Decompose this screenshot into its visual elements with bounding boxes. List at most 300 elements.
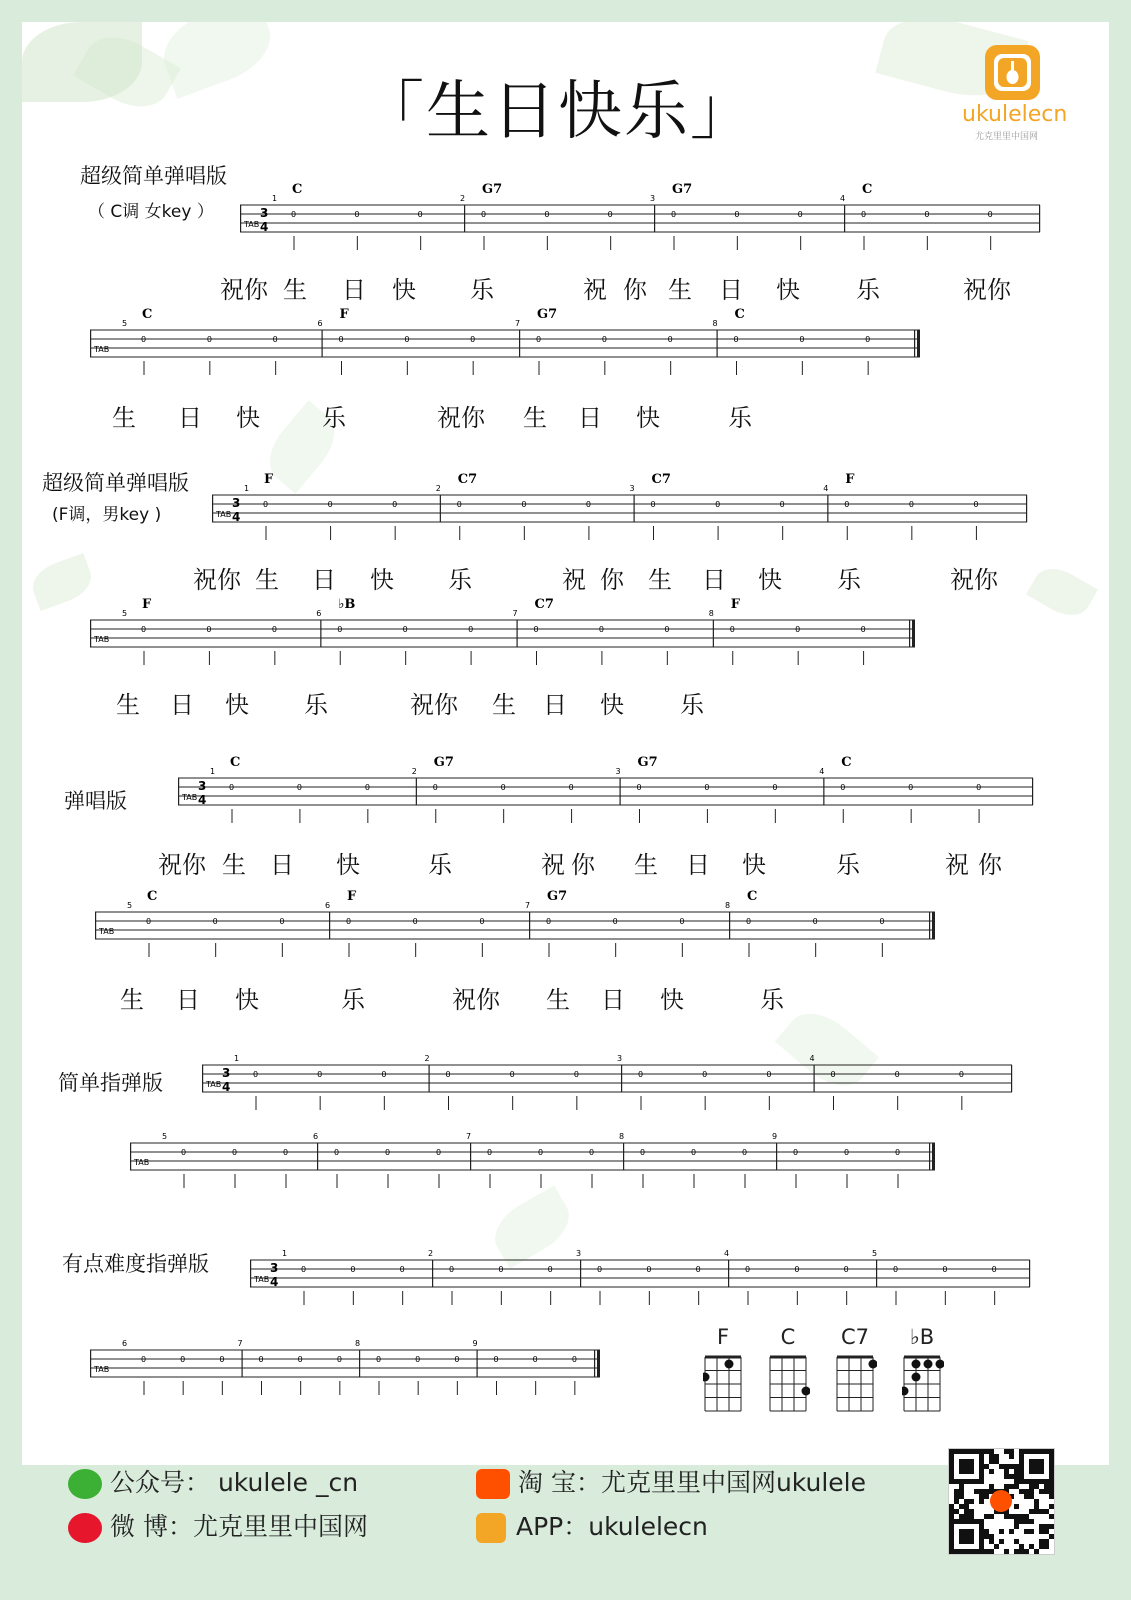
fret-number: 0 [404, 335, 410, 344]
fret-number: 0 [797, 210, 803, 219]
chord-label: F [264, 472, 274, 487]
taobao-icon [476, 1469, 510, 1499]
lyric-word: 日 [176, 986, 200, 1014]
lyric-word: 生 [283, 276, 307, 304]
tab-staff [240, 177, 1050, 267]
fret-number: 0 [794, 1265, 800, 1274]
fret-number: 0 [795, 625, 801, 634]
bar-line [464, 205, 465, 232]
bar-line [594, 1350, 595, 1377]
wechat-icon [68, 1469, 102, 1499]
finger-dot [869, 1360, 878, 1369]
bar-line [929, 1143, 930, 1170]
time-signature: 3 [260, 206, 269, 220]
fret-number: 0 [772, 783, 778, 792]
chord-label: G7 [537, 307, 558, 322]
lyric-word: 祝你 [950, 566, 998, 594]
fret-number: 0 [206, 335, 212, 344]
bar-number: 6 [325, 901, 331, 910]
bar-number: 5 [127, 901, 133, 910]
fret-number: 0 [532, 1355, 538, 1364]
fret-number: 0 [402, 625, 408, 634]
bar-line [717, 330, 718, 357]
fret-number: 0 [219, 1355, 225, 1364]
bar-number: 1 [244, 484, 250, 493]
lyric-word: 生 [112, 404, 136, 432]
chord-label: ♭B [338, 597, 356, 612]
bar-number: 1 [210, 767, 216, 776]
lyric-word: 日 [686, 851, 710, 879]
lyric-word: 乐 [470, 276, 494, 304]
fret-number: 0 [844, 500, 850, 509]
weibo-info [68, 1507, 368, 1543]
fret-number: 0 [181, 1148, 187, 1157]
bar-line [202, 1065, 203, 1092]
lyric-word: 日 [270, 851, 294, 879]
fret-number: 0 [715, 500, 721, 509]
lyric-word: 祝 [583, 276, 607, 304]
fret-number: 0 [436, 1148, 442, 1157]
fret-number: 0 [840, 783, 846, 792]
tab-clef: TAB [94, 345, 110, 354]
fret-number: 0 [695, 1265, 701, 1274]
lyric-word: 快 [235, 986, 259, 1014]
bar-line [844, 205, 845, 232]
bar-line [359, 1350, 360, 1377]
wechat-text: 公众号： ukulele _cn [110, 1468, 359, 1497]
bar-line [654, 205, 655, 232]
bar-number: 5 [122, 609, 128, 618]
finger-dot [802, 1387, 811, 1396]
bar-number: 8 [712, 319, 718, 328]
bar-number: 5 [122, 319, 128, 328]
time-signature: 3 [222, 1066, 231, 1080]
chord-label: F [347, 889, 357, 904]
chord-label: G7 [637, 755, 658, 770]
bar-line [621, 1065, 622, 1092]
lyric-word: 快 [636, 404, 660, 432]
bar-line [929, 912, 930, 939]
lyric-word: 你 [571, 851, 595, 879]
tab-clef: TAB [254, 1275, 270, 1284]
fret-number: 0 [481, 210, 487, 219]
tab-staff [178, 750, 1043, 840]
bar-number: 2 [428, 1249, 434, 1258]
fret-number: 0 [612, 917, 618, 926]
fret-number: 0 [346, 917, 352, 926]
chord-label: G7 [433, 755, 454, 770]
lyric-word: 你 [600, 566, 624, 594]
bar-line [90, 1350, 91, 1377]
fret-number: 0 [973, 500, 979, 509]
leaf-decoration [1026, 560, 1098, 625]
fret-number: 0 [399, 1265, 405, 1274]
bar-line [529, 912, 530, 939]
fret-number: 0 [607, 210, 613, 219]
fret-number: 0 [297, 1355, 303, 1364]
bar-number: 5 [872, 1249, 878, 1258]
chord-diagram-name: F [716, 1325, 730, 1349]
fret-number: 0 [509, 1070, 515, 1079]
lyric-word: 快 [742, 851, 766, 879]
fret-number: 0 [141, 625, 147, 634]
lyric-word: 快 [370, 566, 394, 594]
lyric-word: 快 [600, 691, 624, 719]
chord-label: F [339, 307, 349, 322]
fret-number: 0 [385, 1148, 391, 1157]
chord-label: C [142, 307, 153, 322]
fret-number: 0 [392, 500, 398, 509]
fret-number: 0 [376, 1355, 382, 1364]
bar-number: 3 [629, 484, 635, 493]
bar-number: 4 [724, 1249, 730, 1258]
lyric-word: 快 [660, 986, 684, 1014]
fret-number: 0 [742, 1148, 748, 1157]
fret-number: 0 [830, 1070, 836, 1079]
lyric-word: 快 [776, 276, 800, 304]
bar-line [95, 912, 96, 939]
bar-number: 7 [466, 1132, 472, 1141]
bar-line [317, 1143, 318, 1170]
bar-line [597, 1350, 600, 1377]
bar-number: 9 [472, 1339, 478, 1348]
bar-line [90, 620, 91, 647]
tab-clef: TAB [182, 793, 198, 802]
lyric-word: 日 [312, 566, 336, 594]
time-signature: 4 [198, 793, 207, 807]
fret-number: 0 [445, 1070, 451, 1079]
fret-number: 0 [336, 1355, 342, 1364]
lyric-word: 生 [668, 276, 692, 304]
fret-number: 0 [729, 625, 735, 634]
fret-number: 0 [702, 1070, 708, 1079]
fret-number: 0 [364, 783, 370, 792]
fret-number: 0 [745, 1265, 751, 1274]
bar-number: 6 [317, 319, 323, 328]
bar-line [429, 1065, 430, 1092]
fret-number: 0 [908, 783, 914, 792]
fret-number: 0 [571, 1355, 577, 1364]
chord-label: G7 [547, 889, 568, 904]
qr-code [948, 1448, 1055, 1555]
bar-line [729, 912, 730, 939]
lyric-word: 日 [578, 404, 602, 432]
fret-number: 0 [601, 335, 607, 344]
bar-line [823, 778, 824, 805]
lyric-word: 日 [719, 276, 743, 304]
fret-number: 0 [470, 335, 476, 344]
fret-number: 0 [334, 1148, 340, 1157]
time-signature: 3 [270, 1261, 279, 1275]
chord-grid [835, 1355, 877, 1415]
fret-number: 0 [671, 210, 677, 219]
bar-number: 7 [512, 609, 518, 618]
bar-number: 2 [424, 1054, 430, 1063]
lyric-word: 生 [492, 691, 516, 719]
fret-number: 0 [253, 1070, 259, 1079]
chord-grid [703, 1355, 745, 1415]
fret-number: 0 [350, 1265, 356, 1274]
fret-number: 0 [589, 1148, 595, 1157]
bar-line [1026, 495, 1027, 522]
lyric-word: 日 [601, 986, 625, 1014]
fret-number: 0 [585, 500, 592, 509]
lyric-word: 日 [170, 691, 194, 719]
chord-diagram-name: C [780, 1325, 796, 1349]
bar-line [776, 1143, 777, 1170]
fret-number: 0 [301, 1265, 307, 1274]
tab-clef: TAB [244, 220, 260, 229]
lyric-word: 乐 [836, 851, 860, 879]
chord-label: C7 [457, 472, 478, 487]
fret-number: 0 [976, 783, 982, 792]
section-label: 超级简单弹唱版 [42, 471, 189, 495]
lyric-word: 祝你 [410, 691, 458, 719]
fret-number: 0 [500, 783, 506, 792]
fret-number: 0 [895, 1148, 901, 1157]
fret-number: 0 [337, 625, 343, 634]
time-signature: 4 [232, 510, 241, 524]
chord-label: C [292, 182, 303, 197]
bar-number: 7 [237, 1339, 243, 1348]
weibo-icon [68, 1513, 102, 1543]
chord-diagram-name: C7 [840, 1325, 870, 1349]
bar-line [90, 330, 91, 357]
bar-number: 2 [460, 194, 466, 203]
fret-number: 0 [498, 1265, 504, 1274]
finger-dot [936, 1360, 945, 1369]
lyric-word: 乐 [837, 566, 861, 594]
bar-line [432, 1260, 433, 1287]
bar-number: 2 [435, 484, 441, 493]
chord-label: C [734, 307, 745, 322]
fret-number: 0 [533, 625, 539, 634]
fret-number: 0 [640, 1148, 646, 1157]
taobao-info [476, 1463, 866, 1499]
fret-number: 0 [180, 1355, 186, 1364]
bar-line [827, 495, 828, 522]
bar-number: 4 [809, 1054, 815, 1063]
tab-staff [202, 1037, 1022, 1127]
fret-number: 0 [691, 1148, 697, 1157]
bar-number: 8 [725, 901, 731, 910]
bar-number: 1 [282, 1249, 288, 1258]
bar-number: 3 [617, 1054, 623, 1063]
lyric-word: 祝 [541, 851, 565, 879]
fret-number: 0 [638, 1070, 644, 1079]
fret-number: 0 [536, 335, 542, 344]
chord-label: C7 [534, 597, 554, 612]
fret-number: 0 [327, 500, 333, 509]
lyric-word: 日 [178, 404, 202, 432]
bar-number: 4 [840, 194, 846, 203]
section-label: 超级简单弹唱版 [80, 164, 227, 188]
fret-number: 0 [991, 1265, 997, 1274]
section-label: 有点难度指弹版 [62, 1252, 209, 1276]
bar-line [728, 1260, 729, 1287]
tab-clef: TAB [206, 1080, 222, 1089]
lyric-word: 生 [648, 566, 672, 594]
taobao-text: 淘 宝：尤克里里中国网ukulele [518, 1468, 866, 1497]
fret-number: 0 [454, 1355, 460, 1364]
finger-dot [912, 1373, 921, 1382]
fret-number: 0 [547, 1265, 553, 1274]
bar-line [909, 620, 910, 647]
lyric-word: 祝你 [193, 566, 241, 594]
fret-number: 0 [291, 210, 297, 219]
fret-number: 0 [573, 1070, 579, 1079]
fret-number: 0 [860, 625, 866, 634]
lyric-word: 生 [116, 691, 140, 719]
section-sublabel: （ C调 女key ） [88, 202, 214, 222]
section-sublabel: (F调，男key ) [52, 505, 162, 525]
chord-grid [768, 1355, 810, 1415]
fret-number: 0 [812, 917, 818, 926]
brand-sub: 尤克里里中国网 [975, 132, 1039, 142]
chord-label: C [230, 755, 241, 770]
chord-label: G7 [482, 182, 503, 197]
bar-number: 2 [411, 767, 417, 776]
fret-number: 0 [879, 917, 885, 926]
fret-number: 0 [479, 917, 485, 926]
lyric-word: 快 [336, 851, 360, 879]
fret-number: 0 [141, 1355, 147, 1364]
fret-number: 0 [544, 210, 550, 219]
bar-number: 3 [650, 194, 656, 203]
leaf-decoration [153, 22, 280, 99]
tab-staff [90, 592, 925, 682]
lyric-word: 生 [120, 986, 144, 1014]
bar-line [1039, 205, 1040, 232]
chord-label: C [747, 889, 758, 904]
bar-number: 7 [525, 901, 531, 910]
chord-label: C [862, 182, 873, 197]
bar-number: 4 [823, 484, 829, 493]
fret-number: 0 [258, 1355, 264, 1364]
fret-number: 0 [942, 1265, 948, 1274]
tab-clef: TAB [99, 927, 115, 936]
time-signature: 4 [222, 1080, 231, 1094]
fret-number: 0 [734, 210, 740, 219]
tab-staff [90, 302, 930, 392]
fret-number: 0 [317, 1070, 323, 1079]
bar-line [470, 1143, 471, 1170]
fret-number: 0 [861, 210, 867, 219]
lyric-word: 祝你 [158, 851, 206, 879]
leaf-decoration [27, 553, 97, 611]
lyric-word: 乐 [428, 851, 452, 879]
bar-line [634, 495, 635, 522]
wechat-info [68, 1463, 358, 1499]
bar-line [1032, 778, 1033, 805]
lyric-word: 乐 [304, 691, 328, 719]
app-info [476, 1507, 708, 1543]
bar-line [914, 330, 915, 357]
bar-number: 6 [313, 1132, 319, 1141]
tab-clef: TAB [134, 1158, 150, 1167]
fret-number: 0 [212, 917, 218, 926]
weibo-text: 微 博：尤克里里中国网 [110, 1512, 368, 1541]
fret-number: 0 [271, 625, 277, 634]
chord-diagram-name: ♭B [909, 1325, 935, 1349]
fret-number: 0 [521, 500, 527, 509]
app-icon [476, 1513, 506, 1543]
fret-number: 0 [646, 1265, 652, 1274]
bar-line [178, 778, 179, 805]
fret-number: 0 [664, 625, 670, 634]
bar-line [912, 620, 915, 647]
fret-number: 0 [799, 335, 805, 344]
bar-line [932, 912, 935, 939]
bar-line [322, 330, 323, 357]
fret-number: 0 [417, 210, 423, 219]
tab-staff [130, 1115, 945, 1205]
bar-line [932, 1143, 935, 1170]
fret-number: 0 [865, 335, 871, 344]
bar-line [416, 778, 417, 805]
finger-dot [912, 1360, 921, 1369]
bar-line [329, 912, 330, 939]
bar-number: 8 [708, 609, 714, 618]
bar-line [240, 205, 241, 232]
lyric-word: 快 [236, 404, 260, 432]
lyric-word: 生 [255, 566, 279, 594]
brand-logo [985, 45, 1040, 100]
fret-number: 0 [272, 335, 278, 344]
bar-line [242, 1350, 243, 1377]
lyric-word: 生 [222, 851, 246, 879]
lyric-word: 日 [543, 691, 567, 719]
bar-line [620, 778, 621, 805]
lyric-word: 祝你 [963, 276, 1011, 304]
lyric-word: 乐 [322, 404, 346, 432]
bar-line [477, 1350, 478, 1377]
lyric-word: 乐 [680, 691, 704, 719]
fret-number: 0 [793, 1148, 799, 1157]
fret-number: 0 [206, 625, 212, 634]
bar-line [917, 330, 920, 357]
lyric-word: 日 [702, 566, 726, 594]
fret-number: 0 [650, 500, 656, 509]
bar-number: 8 [355, 1339, 361, 1348]
fret-number: 0 [704, 783, 710, 792]
fret-number: 0 [766, 1070, 772, 1079]
bar-line [814, 1065, 815, 1092]
tab-staff [90, 1322, 610, 1412]
chord-label: C7 [651, 472, 671, 487]
fret-number: 0 [141, 335, 147, 344]
lyric-word: 你 [623, 276, 647, 304]
fret-number: 0 [636, 783, 642, 792]
lyric-word: 你 [978, 851, 1002, 879]
chord-label: F [730, 597, 740, 612]
fret-number: 0 [598, 625, 605, 634]
finger-dot [902, 1387, 909, 1396]
lyric-word: 乐 [448, 566, 472, 594]
fret-number: 0 [733, 335, 739, 344]
fret-number: 0 [894, 1070, 900, 1079]
fret-number: 0 [493, 1355, 499, 1364]
tab-clef: TAB [216, 510, 232, 519]
bar-number: 8 [619, 1132, 625, 1141]
chord-label: C [841, 755, 852, 770]
fret-number: 0 [597, 1265, 603, 1274]
time-signature: 3 [232, 496, 241, 510]
bar-number: 7 [515, 319, 521, 328]
fret-number: 0 [412, 917, 418, 926]
bar-number: 6 [316, 609, 322, 618]
lyric-word: 生 [523, 404, 547, 432]
